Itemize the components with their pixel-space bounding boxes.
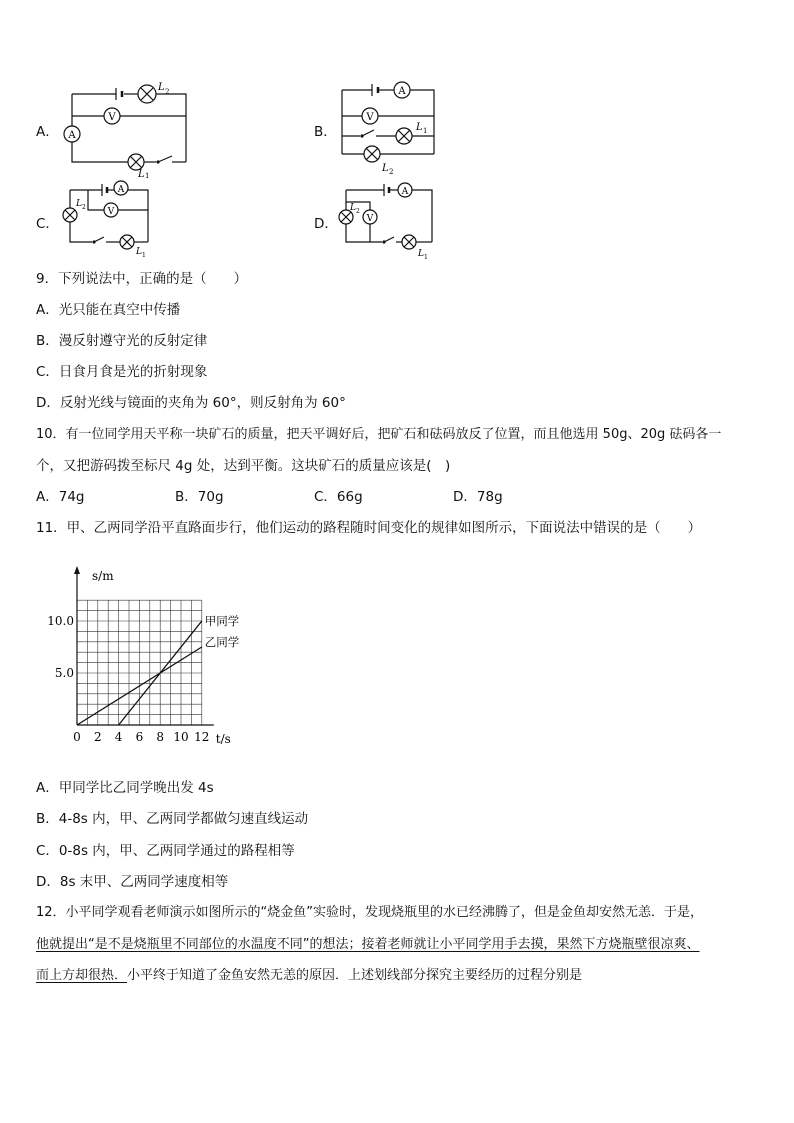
option-label: B． — [314, 124, 337, 140]
voltmeter-label: V — [366, 112, 374, 123]
question-11-option-c: C．0-8s 内，甲、乙两同学通过的路程相等 — [36, 843, 295, 859]
y-tick-label: 10.0 — [47, 614, 74, 628]
lamp1-label: L — [418, 249, 424, 259]
lamp1-label: L — [136, 247, 142, 257]
circuit-option-b — [314, 74, 444, 178]
y-tick-label: 5.0 — [54, 666, 74, 680]
lamp1-label: L — [138, 169, 145, 178]
question-10-option-d: D．78g — [453, 489, 503, 505]
svg-text:1: 1 — [423, 127, 428, 135]
question-12-stem: 12．小平同学观看老师演示如图所示的“烧金鱼”实验时，发现烧瓶里的水已经沸腾了，但是金鱼却安然无恙．于是， — [36, 905, 704, 920]
x-tick-label: 12 — [194, 730, 210, 744]
svg-text:1: 1 — [142, 252, 146, 259]
circuit-option-a — [36, 78, 196, 178]
question-12-underlined-end: 而上方却很热． — [36, 968, 128, 983]
x-tick-label: 6 — [135, 730, 144, 744]
question-10-stem-cont: 个，又把游码拨至标尺 4g 处，达到平衡。这块矿石的质量应该是( ) — [36, 458, 451, 474]
question-11-option-a: A．甲同学比乙同学晚出发 4s — [36, 780, 214, 796]
question-9-option-a: A．光只能在真空中传播 — [36, 302, 181, 318]
question-11-option-b: B．4-8s 内，甲、乙两同学都做匀速直线运动 — [36, 811, 309, 827]
x-tick-label: 4 — [114, 730, 123, 744]
lamp1-label: L — [416, 122, 423, 133]
question-9-option-b: B．漫反射遵守光的反射定律 — [36, 333, 208, 349]
x-tick-label: 2 — [93, 730, 102, 744]
x-tick-label: 10 — [173, 730, 189, 744]
svg-text:2: 2 — [389, 168, 394, 176]
legend-label: 乙同学 — [204, 635, 240, 649]
voltmeter-label: V — [108, 112, 116, 123]
question-9-option-c: C．日食月食是光的折射现象 — [36, 364, 208, 380]
legend-label: 甲同学 — [204, 614, 240, 628]
lamp2-label: L — [76, 199, 82, 209]
ammeter-label: A — [398, 86, 406, 97]
x-tick-label: 8 — [156, 730, 165, 744]
lamp2-label: L — [350, 203, 356, 213]
distance-time-chart — [40, 560, 260, 750]
svg-text:1: 1 — [145, 172, 150, 178]
svg-text:2: 2 — [165, 88, 170, 96]
question-11-option-d: D．8s 末甲、乙两同学速度相等 — [36, 874, 229, 890]
option-label: D． — [314, 216, 338, 232]
voltmeter-label: V — [107, 207, 115, 217]
svg-text:1: 1 — [424, 254, 428, 260]
circuit-diagram — [336, 74, 444, 178]
circuit-diagram — [60, 78, 196, 178]
question-12-underlined: 他就提出“是不是烧瓶里不同部位的水温度不同”的想法；接着老师就让小平同学用手去摸，果然下方烧瓶壁很凉爽、 — [36, 937, 700, 952]
option-label: C． — [36, 216, 59, 232]
question-10-option-b: B．70g — [175, 489, 224, 505]
question-9-option-d: D．反射光线与镜面的夹角为 60°，则反射角为 60° — [36, 395, 346, 411]
circuit-option-c — [36, 180, 156, 260]
question-12-stem-end — [36, 967, 582, 985]
ammeter-label: A — [68, 130, 76, 141]
x-tick-label: 0 — [73, 730, 81, 744]
ammeter-label: A — [117, 185, 125, 195]
question-10-option-c: C．66g — [314, 489, 363, 505]
question-10-option-a: A．74g — [36, 489, 85, 505]
circuit-diagram — [58, 180, 156, 260]
svg-text:2: 2 — [82, 204, 86, 211]
y-axis-label: s/m — [92, 569, 114, 583]
x-axis-label: t/s — [215, 732, 231, 746]
lamp2-label: L — [382, 163, 389, 174]
lamp2-label: L — [158, 82, 165, 93]
ammeter-label: A — [401, 187, 409, 197]
option-label: A． — [36, 124, 59, 140]
y-axis-arrow — [74, 566, 80, 574]
voltmeter-label: V — [366, 214, 374, 224]
circuit-option-d — [314, 180, 438, 260]
question-12-rest: 小平终于知道了金鱼安然无恙的原因．上述划线部分探究主要经历的过程分别是 — [127, 968, 583, 983]
question-11-stem: 11．甲、乙两同学沿平直路面步行，他们运动的路程随时间变化的规律如图所示，下面说法中错误的是（ ） — [36, 520, 702, 536]
question-9-stem: 9．下列说法中，正确的是（ ） — [36, 271, 248, 287]
svg-text:2: 2 — [356, 208, 360, 215]
circuit-diagram — [338, 180, 438, 260]
question-10-stem: 10．有一位同学用天平称一块矿石的质量，把天平调好后，把矿石和砝码放反了位置，而且他选用 50g、20g 砝码各一 — [36, 427, 722, 442]
